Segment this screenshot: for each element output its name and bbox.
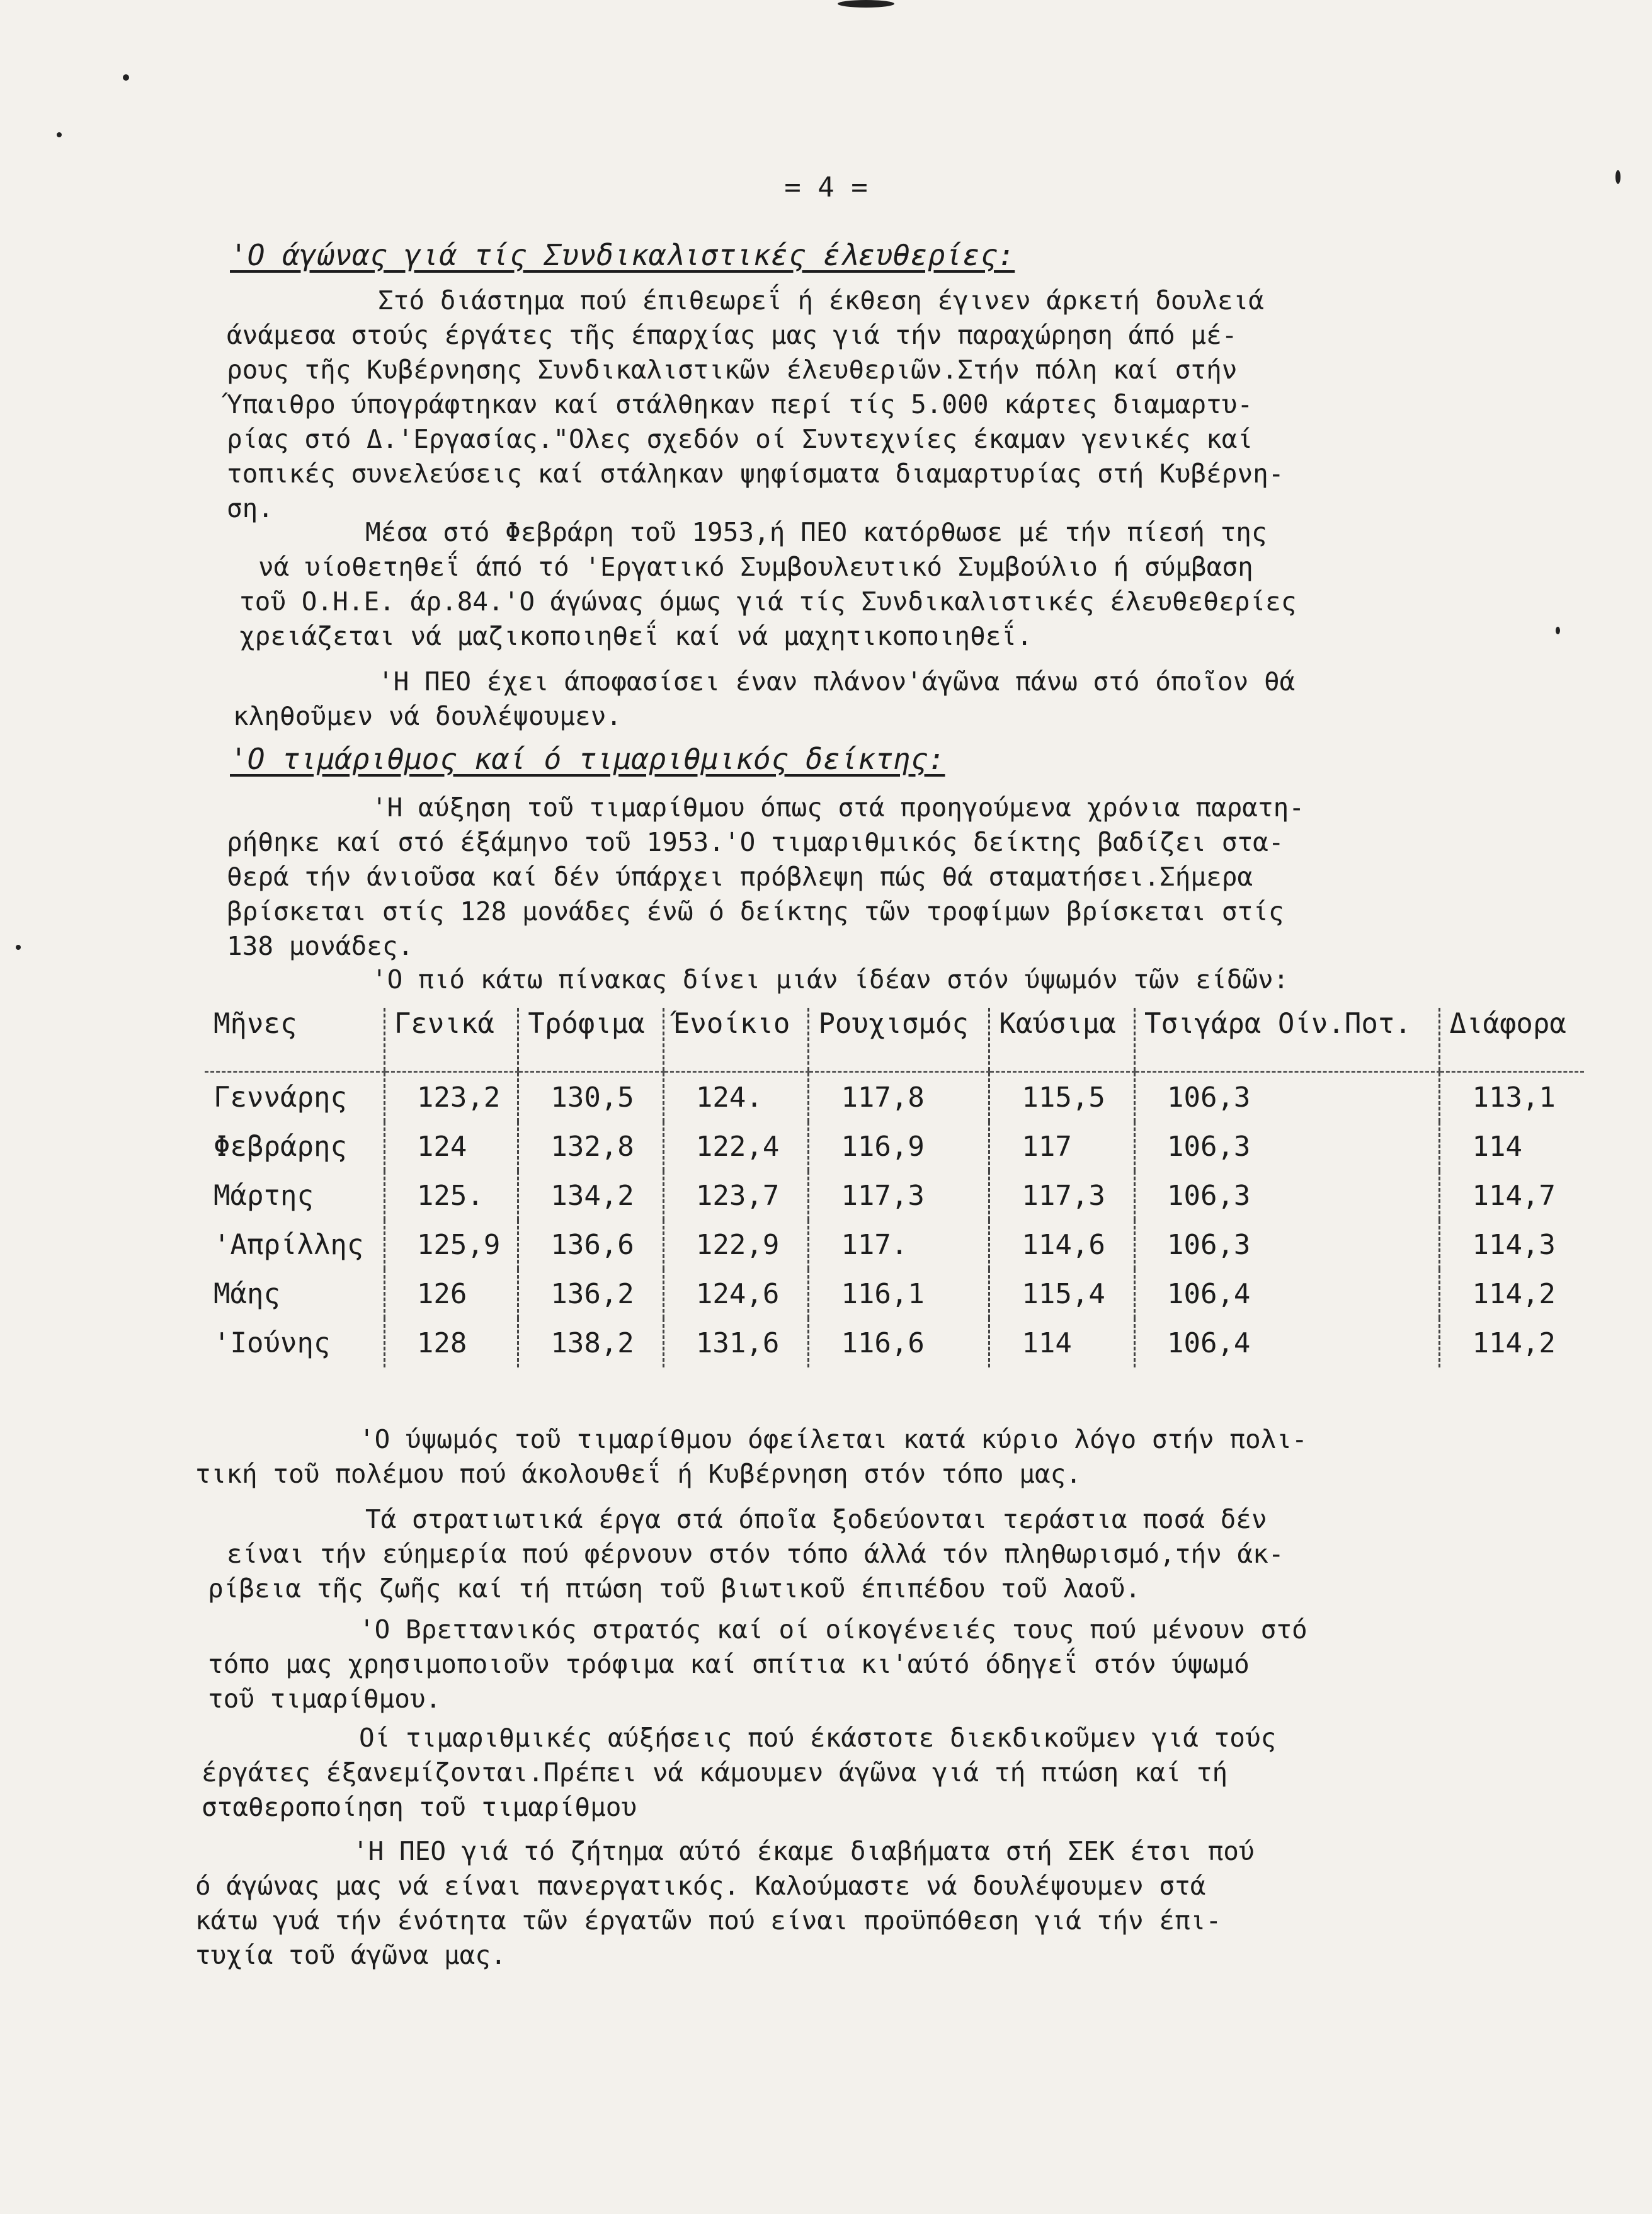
text-line: τοῦ Ο.Η.Ε. άρ.84.'Ο άγώνας όμως γιά τίς Συνδικαλιστικές έλευθεθερίες — [239, 586, 1297, 617]
value-cell: 136,2 — [518, 1269, 664, 1318]
table-row — [205, 1220, 1584, 1269]
text-line: ό άγώνας μας νά είναι πανεργατικός. Καλούμαστε νά δουλέψουμεν στά — [195, 1871, 1206, 1901]
scan-speck — [123, 74, 129, 81]
month-cell: Φεβράρης — [214, 1130, 347, 1163]
col-header-months: Μῆνες — [205, 1008, 384, 1072]
value-cell: 106,3 — [1134, 1122, 1440, 1171]
value-cell: 106,4 — [1134, 1269, 1440, 1318]
month-cell: Γεννάρης — [214, 1081, 347, 1114]
col-header-rent: Ένοίκιο — [663, 1008, 809, 1072]
col-header-food: Τρόφιμα — [518, 1008, 664, 1072]
paragraph-9 — [195, 1834, 1612, 1973]
value-cell: 128 — [384, 1318, 518, 1367]
value-cell: 115,4 — [989, 1269, 1135, 1318]
text-line: Τά στρατιωτικά έργα στά όποῖα ξοδεύονται τεράστια ποσά δέν — [365, 1504, 1267, 1534]
value-cell: 123,7 — [663, 1171, 809, 1220]
table-row — [205, 1269, 1584, 1318]
month-cell: 'Απρίλλης — [214, 1228, 364, 1261]
paragraph-3 — [233, 665, 1619, 734]
value-cell: 130,5 — [518, 1072, 664, 1122]
value-cell: 114,7 — [1440, 1171, 1584, 1220]
value-cell: 106,4 — [1134, 1318, 1440, 1367]
text-line: ρίας στό Δ.'Εργασίας."Ολες σχεδόν οί Συντεχνίες έκαμαν γενικές καί — [227, 424, 1253, 454]
value-cell: 123,2 — [384, 1072, 518, 1122]
paragraph-4 — [227, 790, 1612, 964]
scan-speck — [57, 132, 62, 137]
paragraph-7 — [202, 1612, 1619, 1716]
col-header-clothing: Ρουχισμός — [809, 1008, 989, 1072]
value-cell: 114,2 — [1440, 1269, 1584, 1318]
price-index-table — [205, 1008, 1584, 1367]
table-row — [205, 1318, 1584, 1367]
scan-speck — [16, 945, 21, 950]
value-cell: 132,8 — [518, 1122, 664, 1171]
text-line: 'Η αύξηση τοῦ τιμαρίθμου όπως στά προηγούμενα χρόνια παρατη- — [372, 792, 1305, 823]
paragraph-8 — [202, 1721, 1619, 1825]
value-cell: 106,3 — [1134, 1220, 1440, 1269]
value-cell: 124,6 — [663, 1269, 809, 1318]
value-cell: 115,5 — [989, 1072, 1135, 1122]
text-line: έργάτες έξανεμίζονται.Πρέπει νά κάμουμεν άγῶνα γιά τή πτώση καί τή — [202, 1757, 1228, 1788]
value-cell: 122,9 — [663, 1220, 809, 1269]
value-cell: 114,6 — [989, 1220, 1135, 1269]
value-cell: 124. — [663, 1072, 809, 1122]
value-cell: 117 — [989, 1122, 1135, 1171]
month-cell: Μάης — [214, 1277, 280, 1310]
text-line: κληθοῦμεν νά δουλέψουμεν. — [233, 701, 622, 731]
text-line: βρίσκεται στίς 128 μονάδες ένῶ ό δείκτης τῶν τροφίμων βρίσκεται στίς — [227, 896, 1284, 927]
text-line: θερά τήν άνιοῦσα καί δέν ύπάρχει πρόβλεψη πώς θά σταματήσει.Σήμερα — [227, 862, 1253, 892]
month-cell: Μάρτης — [214, 1179, 314, 1212]
value-cell: 116,6 — [809, 1318, 989, 1367]
value-cell: 116,9 — [809, 1122, 989, 1171]
value-cell: 138,2 — [518, 1318, 664, 1367]
text-line: Μέσα στό Φεβράρη τοῦ 1953,ή ΠΕΟ κατόρθωσε μέ τήν πίεσή της — [365, 517, 1267, 547]
value-cell: 124 — [384, 1122, 518, 1171]
table-row — [205, 1072, 1584, 1122]
text-line: νά υίοθετηθεΐ άπό τό 'Εργατικό Συμβουλευτικό Συμβούλιο ή σύμβαση — [258, 552, 1253, 582]
value-cell: 117,8 — [809, 1072, 989, 1122]
text-line: ρους τῆς Κυβέρνησης Συνδικαλιστικῶν έλευθεριῶν.Στήν πόλη καί στήν — [227, 355, 1238, 385]
col-header-misc: Διάφορα — [1440, 1008, 1584, 1072]
value-cell: 125,9 — [384, 1220, 518, 1269]
text-line: σταθεροποίηση τοῦ τιμαρίθμου — [202, 1792, 637, 1822]
text-line: 'Ο ύψωμός τοῦ τιμαρίθμου όφείλεται κατά κύριο λόγο στήν πολι- — [359, 1424, 1307, 1454]
text-line: τοπικές συνελεύσεις καί στάληκαν ψηφίσματα διαμαρτυρίας στή Κυβέρνη- — [227, 459, 1284, 489]
value-cell: 116,1 — [809, 1269, 989, 1318]
col-header-tobacco-drinks: Τσιγάρα Οίν.Ποτ. — [1134, 1008, 1440, 1072]
value-cell: 122,4 — [663, 1122, 809, 1171]
text-line: Ύπαιθρο ύπογράφτηκαν καί στάλθηκαν περί τίς 5.000 κάρτες διαμαρτυ- — [227, 389, 1253, 419]
value-cell: 114,3 — [1440, 1220, 1584, 1269]
value-cell: 106,3 — [1134, 1072, 1440, 1122]
text-line: ρίβεια τῆς ζωῆς καί τή πτώση τοῦ βιωτικοῦ έπιπέδου τοῦ λαοῦ. — [208, 1573, 1141, 1604]
table-header-row — [205, 1008, 1584, 1072]
section-heading-union-freedoms: 'Ο άγώνας γιά τίς Συνδικαλιστικές έλευθερίες: — [230, 238, 1015, 272]
text-line: τυχία τοῦ άγῶνα μας. — [195, 1940, 506, 1970]
paragraph-5 — [195, 1422, 1612, 1492]
text-line: 'Η ΠΕΟ έχει άποφασίσει έναν πλάνον'άγῶνα πάνω στό όποῖον θά — [378, 666, 1296, 697]
value-cell: 117,3 — [809, 1171, 989, 1220]
value-cell: 131,6 — [663, 1318, 809, 1367]
text-line: Οί τιμαριθμικές αύξήσεις πού έκάστοτε διεκδικοῦμεν γιά τούς — [359, 1723, 1277, 1753]
text-line: Στό διάστημα πού έπιθεωρεΐ ή έκθεση έγινεν άρκετή δουλειά — [378, 285, 1264, 316]
value-cell: 106,3 — [1134, 1171, 1440, 1220]
value-cell: 114 — [989, 1318, 1135, 1367]
col-header-fuel: Καύσιμα — [989, 1008, 1135, 1072]
text-line: 'Η ΠΕΟ γιά τό ζήτημα αύτό έκαμε διαβήματα στή ΣΕΚ έτσι πού — [353, 1836, 1255, 1866]
text-line: ση. — [227, 493, 274, 523]
table-row — [205, 1122, 1584, 1171]
text-line: κάτω γυά τήν ένότητα τῶν έργατῶν πού είναι προϋπόθεση γιά τήν έπι- — [195, 1905, 1222, 1936]
section-heading-price-index: 'Ο τιμάριθμος καί ό τιμαριθμικός δείκτης: — [230, 742, 945, 776]
value-cell: 134,2 — [518, 1171, 664, 1220]
value-cell: 114 — [1440, 1122, 1584, 1171]
value-cell: 126 — [384, 1269, 518, 1318]
text-line: τοῦ τιμαρίθμου. — [208, 1684, 441, 1714]
month-cell: 'Ιούνης — [214, 1327, 331, 1359]
scan-speck — [1615, 170, 1621, 184]
text-line: ρήθηκε καί στό έξάμηνο τοῦ 1953.'Ο τιμαριθμικός δείκτης βαδίζει στα- — [227, 827, 1284, 857]
paragraph-2 — [239, 515, 1625, 654]
text-line: είναι τήν εύημερία πού φέρνουν στόν τόπο άλλά τόν πληθωρισμό,τήν άκ- — [227, 1539, 1284, 1569]
table-intro — [372, 962, 1600, 997]
value-cell: 117. — [809, 1220, 989, 1269]
value-cell: 136,6 — [518, 1220, 664, 1269]
scan-speck — [1556, 627, 1560, 634]
paragraph-1 — [227, 283, 1612, 526]
text-line: άνάμεσα στούς έργάτες τῆς έπαρχίας μας γιά τήν παραχώρηση άπό μέ- — [227, 320, 1238, 350]
text-line: χρειάζεται νά μαζικοποιηθεΐ καί νά μαχητικοποιηθεΐ. — [239, 621, 1032, 651]
page-number: = 4 = — [784, 171, 868, 203]
table-row — [205, 1171, 1584, 1220]
col-header-general: Γενικά — [384, 1008, 518, 1072]
text-line: 'Ο Βρεττανικός στρατός καί οί οίκογένειές τους πού μένουν στό — [359, 1614, 1307, 1645]
text-line: 138 μονάδες. — [227, 931, 414, 961]
scan-speck — [838, 0, 894, 8]
value-cell: 125. — [384, 1171, 518, 1220]
value-cell: 117,3 — [989, 1171, 1135, 1220]
value-cell: 113,1 — [1440, 1072, 1584, 1122]
text-line: 'Ο πιό κάτω πίνακας δίνει μιάν ίδέαν στόν ύψωμόν τῶν είδῶν: — [372, 964, 1289, 995]
text-line: τόπο μας χρησιμοποιοῦν τρόφιμα καί σπίτια κι'αύτό όδηγεΐ στόν ύψωμό — [208, 1649, 1250, 1679]
paragraph-6 — [202, 1502, 1619, 1606]
text-line: τική τοῦ πολέμου πού άκολουθεΐ ή Κυβέρνηση στόν τόπο μας. — [195, 1459, 1081, 1489]
value-cell: 114,2 — [1440, 1318, 1584, 1367]
